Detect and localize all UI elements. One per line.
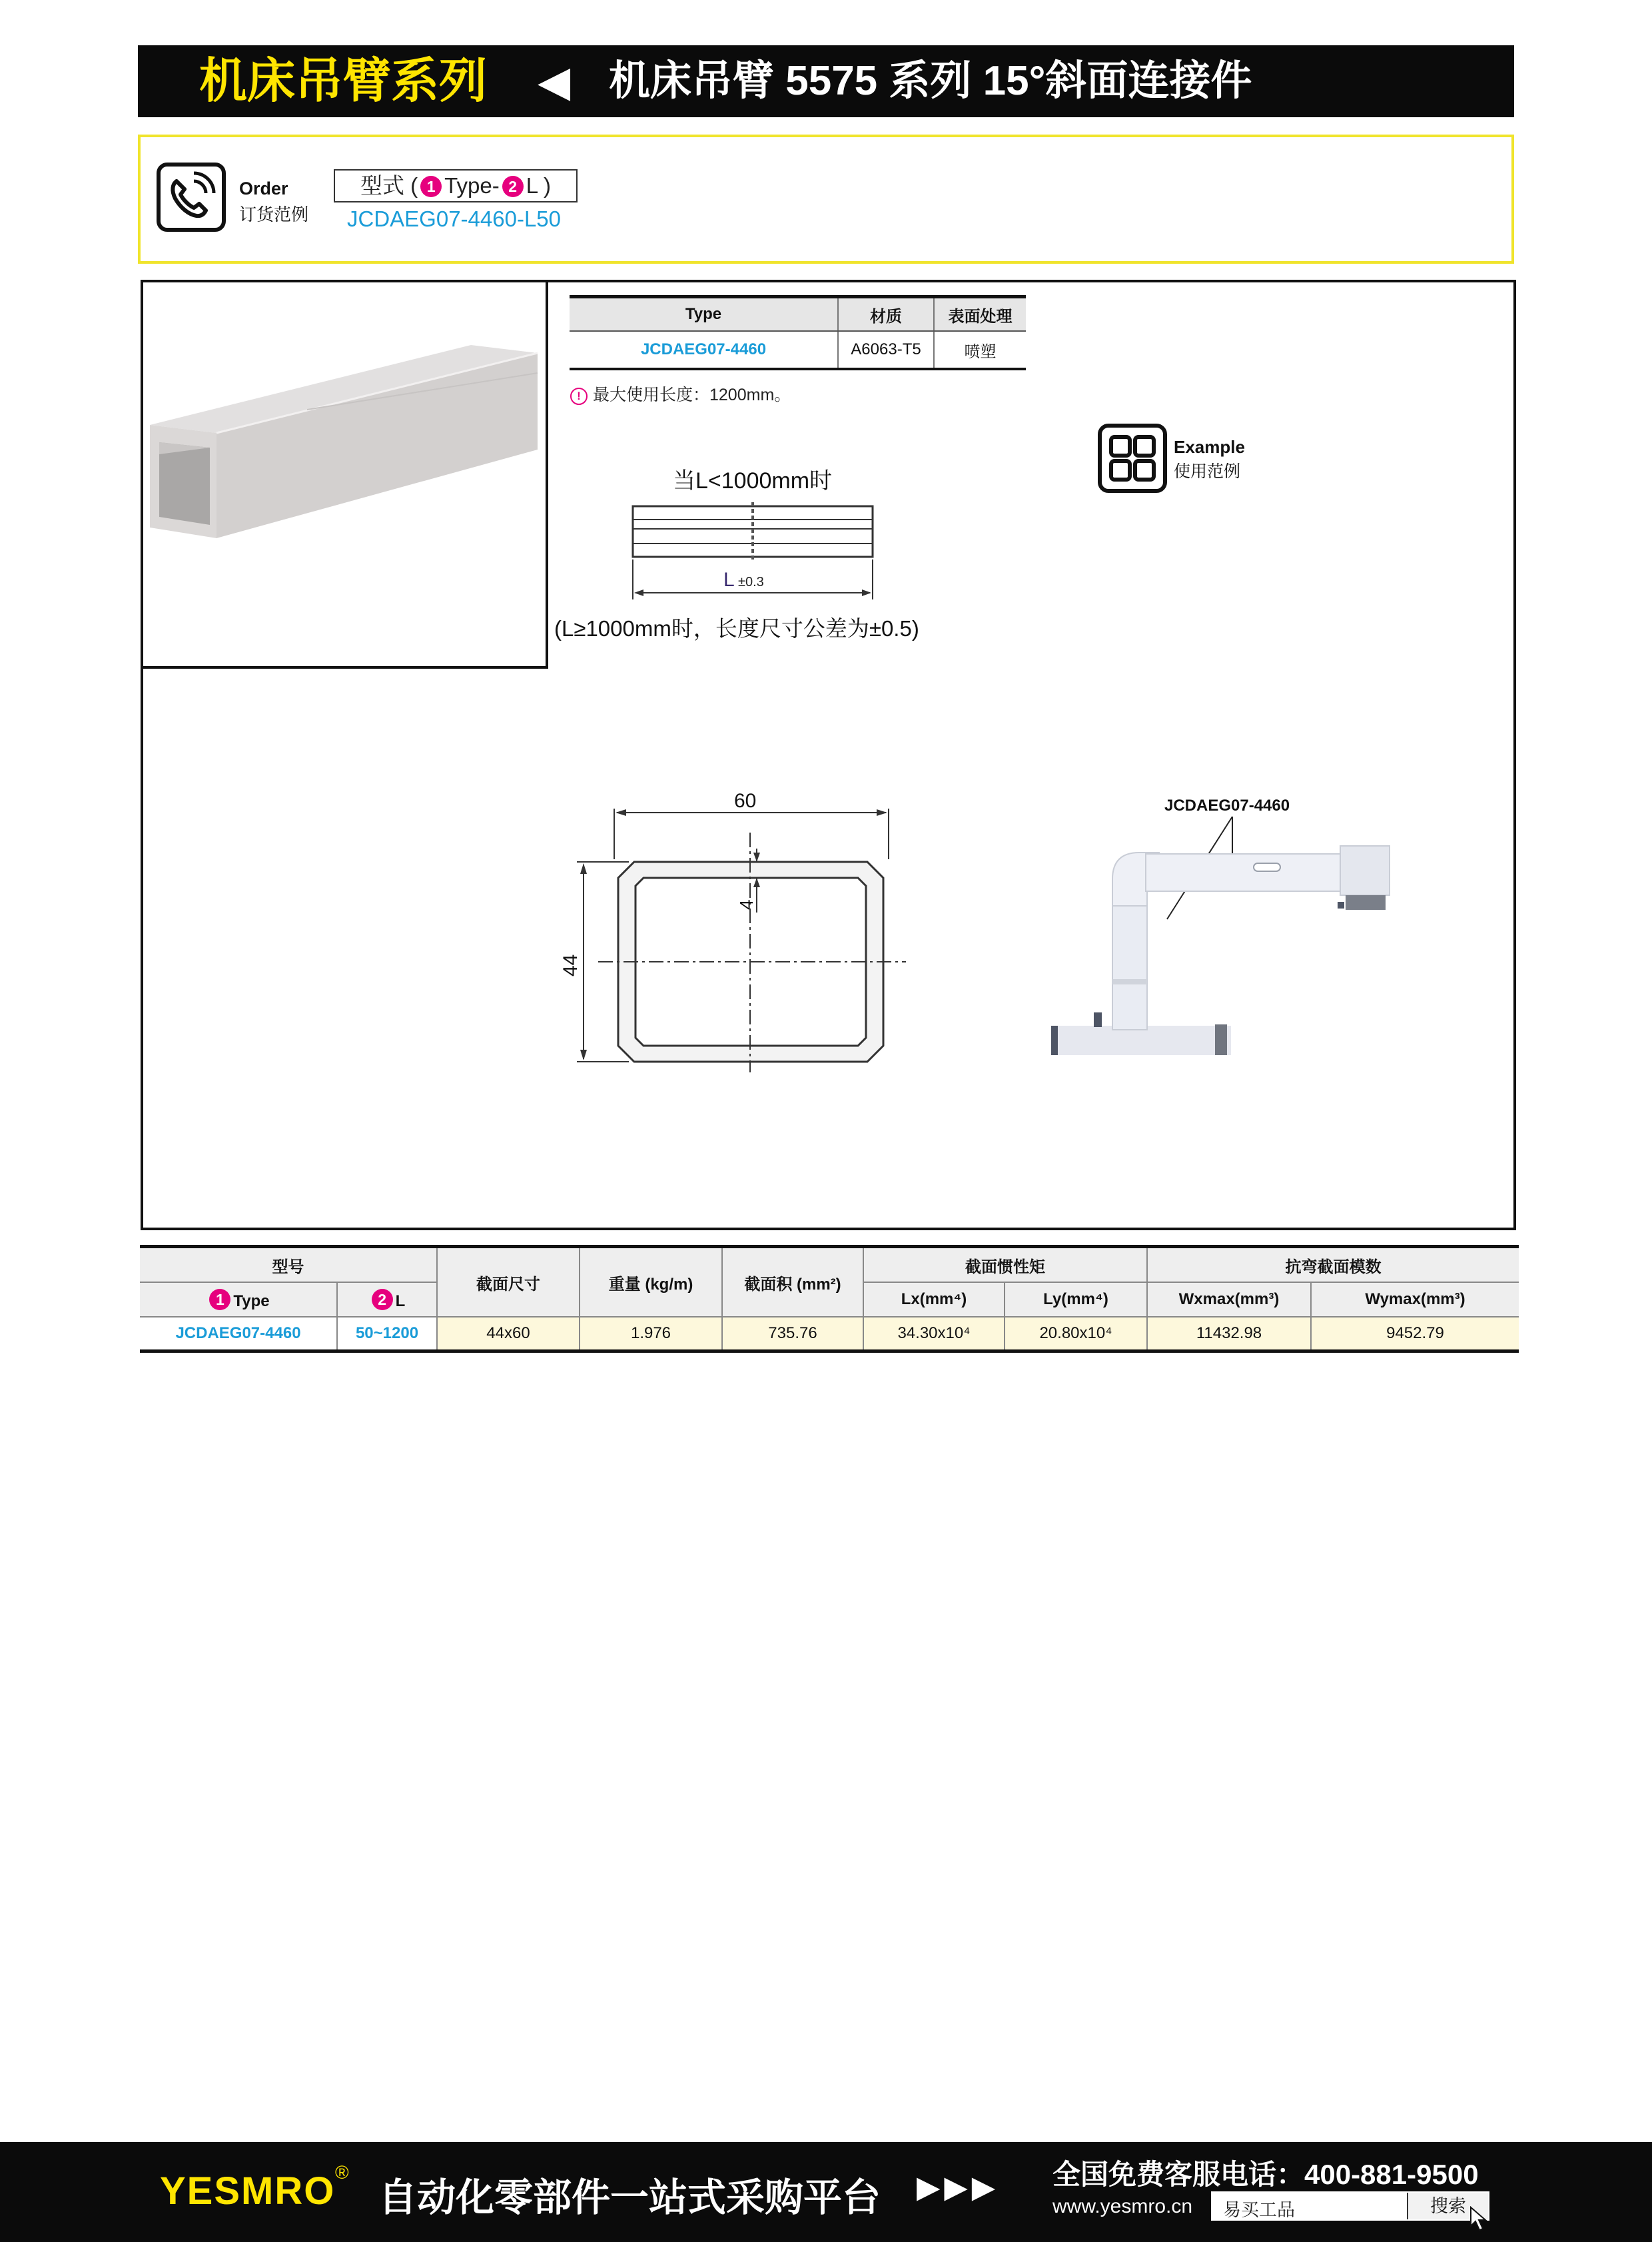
footer-slogan: 自动化零部件一站式采购平台: [378, 2176, 881, 2219]
registered-mark: ®: [335, 2162, 349, 2183]
length-tolerance: ±0.3: [738, 575, 764, 589]
spec-material-value: A6063-T5: [838, 331, 934, 369]
max-length-text: 最大使用长度：1200mm。: [593, 386, 791, 404]
example-label-cn: 使用范例: [1174, 462, 1241, 481]
forward-arrows-icon: ▶▶▶: [917, 2169, 1000, 2204]
header-size: 截面尺寸: [437, 1247, 580, 1317]
service-hotline: 全国免费客服电话：400-881-9500: [1052, 2159, 1479, 2190]
order-label-cn: 订货范例: [239, 204, 309, 224]
table-row: [140, 1317, 1519, 1351]
warning-icon: !: [570, 388, 588, 405]
header-weight: 重量 (kg/m): [580, 1247, 722, 1317]
cursor-icon: [1469, 2206, 1489, 2233]
number-2-icon: 2: [372, 1289, 393, 1310]
length-condition-title: 当L<1000mm时: [673, 468, 833, 494]
example-callout: JCDAEG07-4460: [1164, 797, 1290, 815]
brand-logo[interactable]: YESMRO: [160, 2169, 336, 2213]
number-2-icon: 2: [502, 176, 524, 197]
section-width-label: 60: [734, 790, 757, 812]
cell-weight: 1.976: [580, 1317, 722, 1351]
data-table: [140, 1245, 1519, 1353]
header-modulus: 抗弯截面模数: [1147, 1247, 1519, 1283]
format-prefix: 型式 (: [360, 173, 418, 198]
spec-header-finish: 表面处理: [934, 297, 1026, 332]
number-1-icon: 1: [420, 176, 442, 197]
example-arm-photo: [1039, 813, 1452, 1066]
order-example-code: JCDAEG07-4460-L50: [347, 206, 562, 231]
max-length-note: [570, 382, 791, 406]
cell-area: 735.76: [722, 1317, 863, 1351]
header-ly: Ly(mm⁴): [1005, 1282, 1147, 1317]
website-link[interactable]: www.yesmro.cn: [1052, 2195, 1193, 2217]
header-lx: Lx(mm⁴): [863, 1282, 1005, 1317]
header-type: [140, 1282, 337, 1317]
spec-header-material: 材质: [838, 297, 934, 332]
cell-wx: 11432.98: [1147, 1317, 1311, 1351]
spec-finish-value: 喷塑: [934, 331, 1026, 369]
header-wy: Wymax(mm³): [1311, 1282, 1519, 1317]
back-arrow-icon[interactable]: ◀: [538, 57, 571, 105]
cell-lx: 34.30x10⁴: [863, 1317, 1005, 1351]
length-dim-label: L: [723, 569, 735, 591]
section-height-label: 44: [560, 954, 582, 976]
cell-size: 44x60: [437, 1317, 580, 1351]
format-l: L ): [526, 173, 551, 198]
cell-type: JCDAEG07-4460: [140, 1317, 337, 1351]
page-title: 机床吊臂 5575 系列 15°斜面连接件: [609, 58, 1252, 104]
series-title: 机床吊臂系列: [199, 55, 488, 108]
format-type: Type-: [444, 173, 500, 198]
header-l: [337, 1282, 437, 1317]
length-drawing: [620, 500, 899, 606]
cell-ly: 20.80x10⁴: [1005, 1317, 1147, 1351]
search-input[interactable]: 易买工品: [1223, 2200, 1295, 2220]
phone-icon: [157, 163, 226, 232]
header-wx: Wxmax(mm³): [1147, 1282, 1311, 1317]
header-bar: [138, 45, 1514, 117]
example-label-en: Example: [1174, 437, 1245, 457]
order-example-box: [138, 135, 1514, 264]
header-type-label: Type: [233, 1292, 270, 1310]
cell-l: 50~1200: [337, 1317, 437, 1351]
order-format: [334, 169, 578, 202]
number-1-icon: 1: [209, 1289, 230, 1310]
cell-wy: 9452.79: [1311, 1317, 1519, 1351]
footer-bar: [0, 2142, 1652, 2242]
search-box[interactable]: [1211, 2191, 1489, 2221]
header-l-label: L: [395, 1292, 406, 1310]
order-label-en: Order: [239, 179, 288, 198]
section-wall-label: 4: [736, 899, 757, 910]
spec-header-type: Type: [570, 297, 838, 332]
spec-type-value: JCDAEG07-4460: [570, 331, 838, 369]
header-model: 型号: [140, 1247, 437, 1283]
product-photo: [141, 280, 548, 669]
section-drawing: [553, 779, 913, 1072]
spec-table: [570, 295, 1026, 370]
search-button[interactable]: 搜索: [1407, 2193, 1488, 2219]
grid-icon: [1098, 424, 1167, 493]
header-inertia: 截面惯性矩: [863, 1247, 1147, 1283]
tolerance-note: (L≥1000mm时，长度尺寸公差为±0.5): [554, 616, 919, 641]
header-area: 截面积 (mm²): [722, 1247, 863, 1317]
